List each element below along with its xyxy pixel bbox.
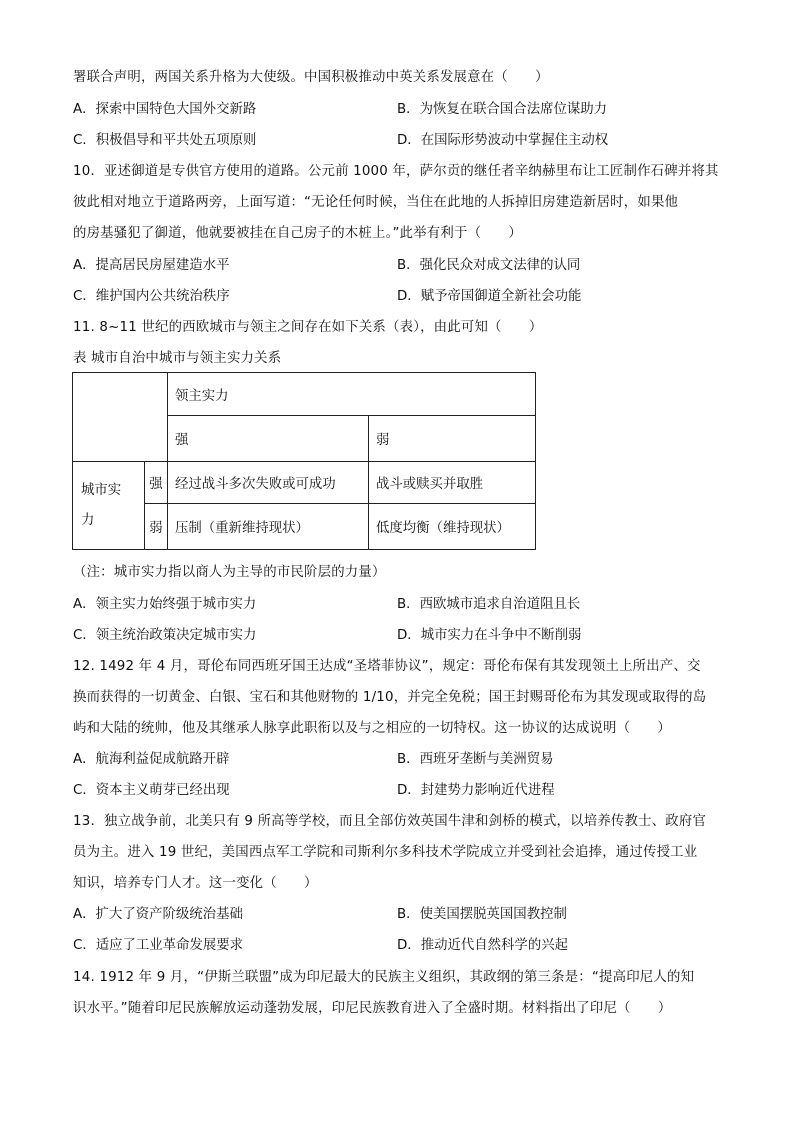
q12-option-d: D．封建势力影响近代进程 (397, 783, 555, 798)
q11-option-c: C．领主统治政策决定城市实力 (73, 628, 257, 643)
city-lord-table (72, 372, 536, 550)
q12-option-a: A．航海利益促成航路开辟 (73, 752, 230, 767)
q14-stem-line1: 14. 1912 年 9 月，“伊斯兰联盟”成为印尼最大的民族主义组织，其政纲的第三条是：“提高印尼人的知 (73, 970, 695, 985)
q10-stem-line1: 10．亚述御道是专供官方使用的道路。公元前 1000 年，萨尔贡的继任者辛纳赫里布让工匠制作石碑并将其 (73, 164, 719, 179)
q12-stem-line1: 12. 1492 年 4 月，哥伦布同西班牙国王达成“圣塔菲协议”，规定：哥伦布保有其发现领土上所出产、交 (73, 659, 701, 674)
q12-stem-line2: 换而获得的一切黄金、白银、宝石和其他财物的 1/10，并完全免税；国王封赐哥伦布为其发现或取得的岛 (73, 690, 707, 705)
q13-stem-line3: 知识，培养专门人才。这一变化（ ） (73, 876, 318, 891)
q9-option-b: B．为恢复在联合国合法席位谋助力 (397, 102, 608, 117)
q10-option-a: A．提高居民房屋建造水平 (73, 258, 230, 273)
q10-option-b: B．强化民众对成文法律的认同 (397, 258, 581, 273)
table-caption: 表 城市自治中城市与领主实力关系 (73, 351, 282, 366)
q9-stem: 署联合声明，两国关系升格为大使级。中国积极推动中英关系发展意在（ ） (73, 70, 549, 85)
q11-stem: 11. 8~11 世纪的西欧城市与领主之间存在如下关系（表），由此可知（ ） (73, 320, 543, 335)
q10-option-d: D．赋予帝国御道全新社会功能 (397, 289, 582, 304)
q13-option-c: C．适应了工业革命发展要求 (73, 938, 244, 953)
cell-city-strong-lord-strong: 经过战斗多次失败或可成功 (168, 462, 369, 504)
q13-option-b: B．使美国摆脱英国国教控制 (397, 907, 567, 922)
q13-stem-line2: 员为主。进入 19 世纪，美国西点军工学院和司斯利尔多科技术学院成立并受到社会追捧，通过传授工业 (73, 845, 698, 860)
q12-option-c: C．资本主义萌芽已经出现 (73, 783, 230, 798)
q13-stem-line1: 13．独立战争前，北美只有 9 所高等学校，而且全部仿效英国牛津和剑桥的模式，以培养传教士、政府官 (73, 814, 707, 829)
city-strong-header: 强 (145, 462, 168, 504)
cell-city-weak-lord-strong: 压制（重新维持现状） (168, 504, 369, 550)
q11-option-a: A．领主实力始终强于城市实力 (73, 597, 257, 612)
table-note: （注：城市实力指以商人为主导的市民阶层的力量） (73, 565, 386, 580)
q11-option-b: B．西欧城市追求自治道阻且长 (397, 597, 581, 612)
lord-weak-header: 弱 (369, 416, 536, 462)
lord-strong-header: 强 (168, 416, 369, 462)
q14-stem-line2: 识水平。”随着印尼民族解放运动蓬勃发展，印尼民族教育进入了全盛时期。材料指出了印尼（ ） (73, 1001, 672, 1016)
q13-option-d: D．推动近代自然科学的兴起 (397, 938, 568, 953)
cell-city-weak-lord-weak: 低度均衡（维持现状） (369, 504, 536, 550)
q12-option-b: B．西班牙垄断与美洲贸易 (397, 752, 554, 767)
q12-stem-line3: 屿和大陆的统帅，他及其继承人脉享此职衔以及与之相应的一切特权。这一协议的达成说明（ ） (73, 721, 671, 736)
q9-option-a: A．探索中国特色大国外交新路 (73, 102, 257, 117)
city-strength-header: 城市实力 (73, 462, 145, 550)
q13-option-a: A．扩大了资产阶级统治基础 (73, 907, 243, 922)
q9-option-d: D．在国际形势波动中掌握住主动权 (397, 133, 609, 148)
q10-stem-line2: 彼此相对地立于道路两旁，上面写道：“无论任何时候，当住在此地的人拆掉旧房建造新居时，如果他 (73, 195, 679, 210)
table-corner-cell (73, 373, 168, 462)
q10-option-c: C．维护国内公共统治秩序 (73, 289, 230, 304)
q11-option-d: D．城市实力在斗争中不断削弱 (397, 628, 582, 643)
q9-option-c: C．积极倡导和平共处五项原则 (73, 133, 257, 148)
lord-strength-header: 领主实力 (168, 373, 536, 416)
city-weak-header: 弱 (145, 504, 168, 550)
cell-city-strong-lord-weak: 战斗或赎买并取胜 (369, 462, 536, 504)
q10-stem-line3: 的房基骚犯了御道，他就要被挂在自己房子的木桩上。”此举有利于（ ） (73, 226, 522, 241)
